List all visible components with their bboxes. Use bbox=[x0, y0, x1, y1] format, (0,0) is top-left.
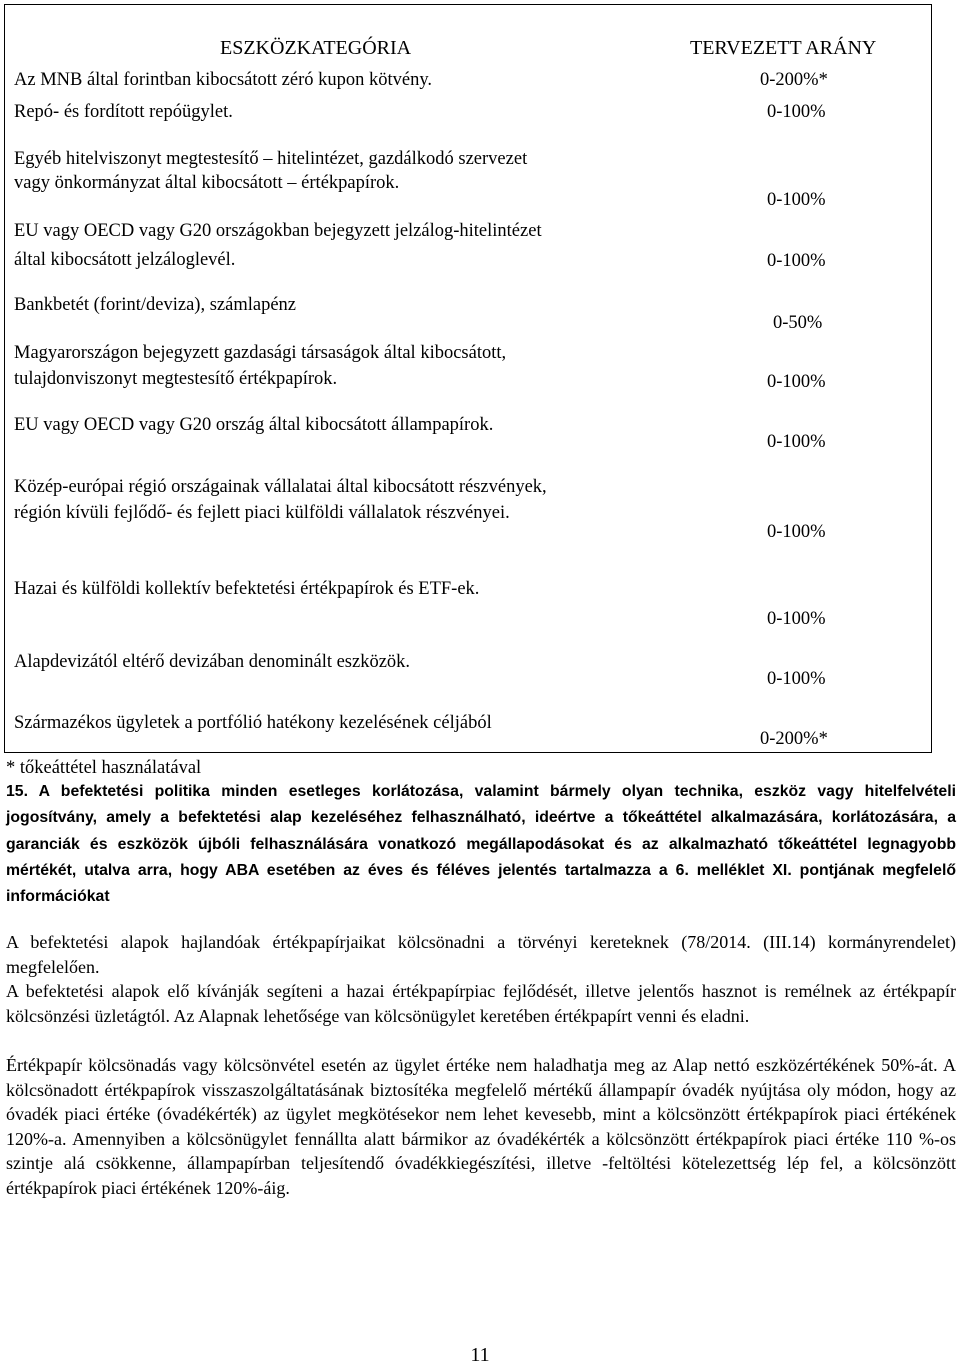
table-row-ratio: 0-100% bbox=[767, 432, 826, 452]
table-row-category: Az MNB által forintban kibocsátott zéró kupon kötvény. bbox=[14, 70, 433, 90]
paragraph-market-development: A befektetési alapok elő kívánják segíteni a hazai értékpapírpiac fejlődését, illetve jelentős hasznot is remélnek az értékpapír kölcsönzési üzletágtól. Az Alapnak lehetősége van kölcsönügylet keretében értékpapírt venni és eladni. bbox=[6, 981, 956, 1026]
table-row-category: régión kívüli fejlődő- és fejlett piaci külföldi vállalatok részvényei. bbox=[14, 503, 510, 523]
table-row-category: Alapdevizától eltérő devizában denominált eszközök. bbox=[14, 652, 411, 672]
table-row-category: tulajdonviszonyt megtestesítő értékpapírok. bbox=[14, 369, 338, 389]
paragraph-securities-lending: A befektetési alapok hajlandóak értékpapírjaikat kölcsönadni a törvényi kereteknek (78/2014. (III.14) kormányrendelet) megfelelően. bbox=[6, 932, 956, 977]
table-row-category: vagy önkormányzat által kibocsátott – értékpapírok. bbox=[14, 173, 400, 193]
table-row-ratio: 0-100% bbox=[767, 102, 826, 122]
table-row-category: Repó- és fordított repóügylet. bbox=[14, 102, 233, 122]
table-row-ratio: 0-100% bbox=[767, 522, 826, 542]
table-row-ratio: 0-200%* bbox=[760, 70, 828, 90]
table-row-category: Egyéb hitelviszonyt megtestesítő – hitelintézet, gazdálkodó szervezet bbox=[14, 149, 528, 169]
table-row-ratio: 0-100% bbox=[767, 609, 826, 629]
table-header-category: ESZKÖZKATEGÓRIA bbox=[220, 37, 412, 59]
table-row-category: EU vagy OECD vagy G20 ország által kibocsátott állampapírok. bbox=[14, 415, 494, 435]
table-row-ratio: 0-100% bbox=[767, 190, 826, 210]
table-row-category: Hazai és külföldi kollektív befektetési értékpapírok és ETF-ek. bbox=[14, 579, 480, 599]
table-row-ratio: 0-100% bbox=[767, 251, 826, 271]
table-row-category: Magyarországon bejegyzett gazdasági társaságok által kibocsátott, bbox=[14, 343, 507, 363]
table-row-ratio: 0-200%* bbox=[760, 729, 828, 749]
table-footnote: * tőkeáttétel használatával bbox=[6, 758, 202, 778]
page-number: 11 bbox=[470, 1344, 490, 1366]
table-row-ratio: 0-50% bbox=[773, 313, 823, 333]
table-row-ratio: 0-100% bbox=[767, 669, 826, 689]
table-row-category: által kibocsátott jelzáloglevél. bbox=[14, 250, 236, 270]
table-row-category: Bankbetét (forint/deviza), számlapénz bbox=[14, 295, 296, 315]
table-header-ratio: TERVEZETT ARÁNY bbox=[690, 37, 877, 59]
table-row-ratio: 0-100% bbox=[767, 372, 826, 392]
table-row-category: EU vagy OECD vagy G20 országokban bejegyzett jelzálog-hitelintézet bbox=[14, 221, 542, 241]
table-row-category: Származékos ügyletek a portfólió hatékony kezelésének céljából bbox=[14, 713, 492, 733]
section-15-heading: 15. A befektetési politika minden esetleges korlátozása, valamint bármely olyan technika, eszköz vagy hitelfelvételi jogosítvány, amely a befektetési alap kezeléséhez felhasználható, ideértve a tőkeáttétel alkalmazására, korlátozására, a garanciák és eszközök újbóli felhasználására vonatkozó megállapodásokat és az alkalmazható tőkeáttétel legnagyobb mértékét, utalva arra, hogy ABA esetében az éves és féléves jelentés tartalmazza a 6. melléklet XI. pontjának megfelelő információkat bbox=[6, 783, 956, 906]
paragraph-collateral-rules: Értékpapír kölcsönadás vagy kölcsönvétel esetén az ügylet értéke nem haladhatja meg az Alap nettó eszközértékének 50%-át. A kölcsönadott értékpapírok visszaszolgáltatásának biztosítéka megfelelő mértékű állampapír óvadék nyújtása oly módon, hogy az óvadék piaci értéke (óvadékérték) az ügylet megkötésekor nem lehet kevesebb, mint a kölcsönzött értékpapírok piaci értékének 120%-a. Amennyiben a kölcsönügylet fennállta alatt bármikor az óvadékérték a kölcsönzött értékpapírok piaci értéke 110 %-os szintje alá csökkenne, állampapírban teljesítendő óvadékkiegészítési, illetve -feltöltési kötelezettség lép fel, a kölcsönzött értékpapírok piaci értékének 120%-áig. bbox=[6, 1055, 956, 1198]
table-row-category: Közép-európai régió országainak vállalatai által kibocsátott részvények, bbox=[14, 477, 547, 497]
